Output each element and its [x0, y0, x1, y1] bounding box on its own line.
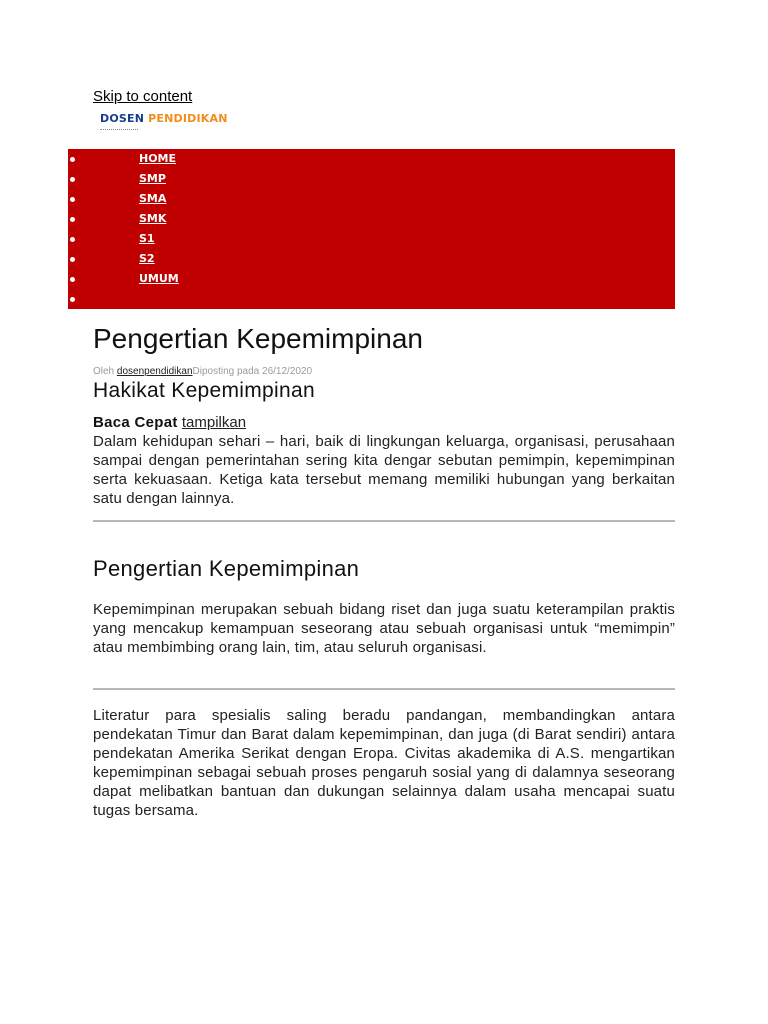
nav-item-umum: [68, 269, 675, 289]
nav-link-s1[interactable]: S1: [139, 232, 155, 245]
nav-link-s2[interactable]: S2: [139, 252, 155, 265]
nav-link-home[interactable]: HOME: [139, 152, 177, 165]
nav-item-s1: [68, 229, 675, 249]
section-heading-hakikat: Hakikat Kepemimpinan: [93, 379, 315, 402]
nav-menu-list: [68, 149, 675, 309]
post-date: Diposting pada 26/12/2020: [192, 366, 313, 377]
nav-item-smp: [68, 169, 675, 189]
paragraph-literature: Literatur para spesialis saling beradu pandangan, membandingkan antara pendekatan Timur dan Barat dalam kepemimpinan, dan juga (di Barat sendiri) antara pendekatan Amerika Serikat dengan Eropa. Civitas akademika di A.S. mengartikan kepemimpinan sebagai sebuah proses pengaruh sosial yang di dalamnya seseorang dapat melibatkan bantuan dan dukungan selainnya dalam usaha mencapai suatu tugas bersama.: [93, 707, 675, 819]
quick-read: [93, 414, 246, 431]
nav-link-sma[interactable]: SMA: [139, 192, 167, 205]
divider: [93, 688, 675, 690]
section-heading-pengertian: Pengertian Kepemimpinan: [93, 556, 360, 581]
paragraph-definition: Kepemimpinan merupakan sebuah bidang riset dan juga suatu keterampilan praktis yang mencakup kemampuan seseorang atau sebuah organisasi untuk “memimpin” atau membimbing orang lain, tim, atau seluruh organisasi.: [93, 601, 675, 656]
author-link[interactable]: dosenpendidikan: [116, 366, 193, 377]
paragraph-intro: Dalam kehidupan sehari – hari, baik di lingkungan keluarga, organisasi, perusahaan sampai dengan pemerintahan sering kita dengar sebutan pemimpin, kepemimpinan serta kekuasaan. Ketiga kata tersebut memang memiliki hubungan yang berkaitan satu dengan lainnya.: [93, 433, 675, 507]
post-meta: [93, 366, 312, 377]
logo-decoration: [100, 127, 138, 130]
divider: [93, 520, 675, 522]
nav-link-smp[interactable]: SMP: [139, 172, 166, 185]
bullet-icon: [70, 277, 75, 282]
bullet-icon: [70, 177, 75, 182]
nav-item-home: [68, 149, 675, 169]
bullet-icon: [70, 297, 75, 302]
page-title: Pengertian Kepemimpinan: [93, 323, 423, 354]
logo-word-dosen: DOSEN: [100, 112, 145, 125]
bullet-icon: [70, 257, 75, 262]
quick-read-toggle[interactable]: tampilkan: [181, 414, 247, 431]
nav-link-smk[interactable]: SMK: [139, 212, 167, 225]
main-navigation: [68, 149, 675, 309]
nav-item-smk: [68, 209, 675, 229]
logo-word-pendidikan: PENDIDIKAN: [148, 112, 228, 125]
site-logo[interactable]: [100, 112, 228, 132]
bullet-icon: [70, 217, 75, 222]
bullet-icon: [70, 237, 75, 242]
quick-read-label: Baca Cepat: [93, 414, 178, 431]
nav-item-sma: [68, 189, 675, 209]
nav-item-empty: [68, 289, 675, 309]
meta-prefix: Oleh: [93, 366, 117, 377]
bullet-icon: [70, 157, 75, 162]
nav-link-umum[interactable]: UMUM: [139, 272, 179, 285]
bullet-icon: [70, 197, 75, 202]
skip-to-content-link[interactable]: Skip to content: [93, 88, 193, 105]
nav-item-s2: [68, 249, 675, 269]
